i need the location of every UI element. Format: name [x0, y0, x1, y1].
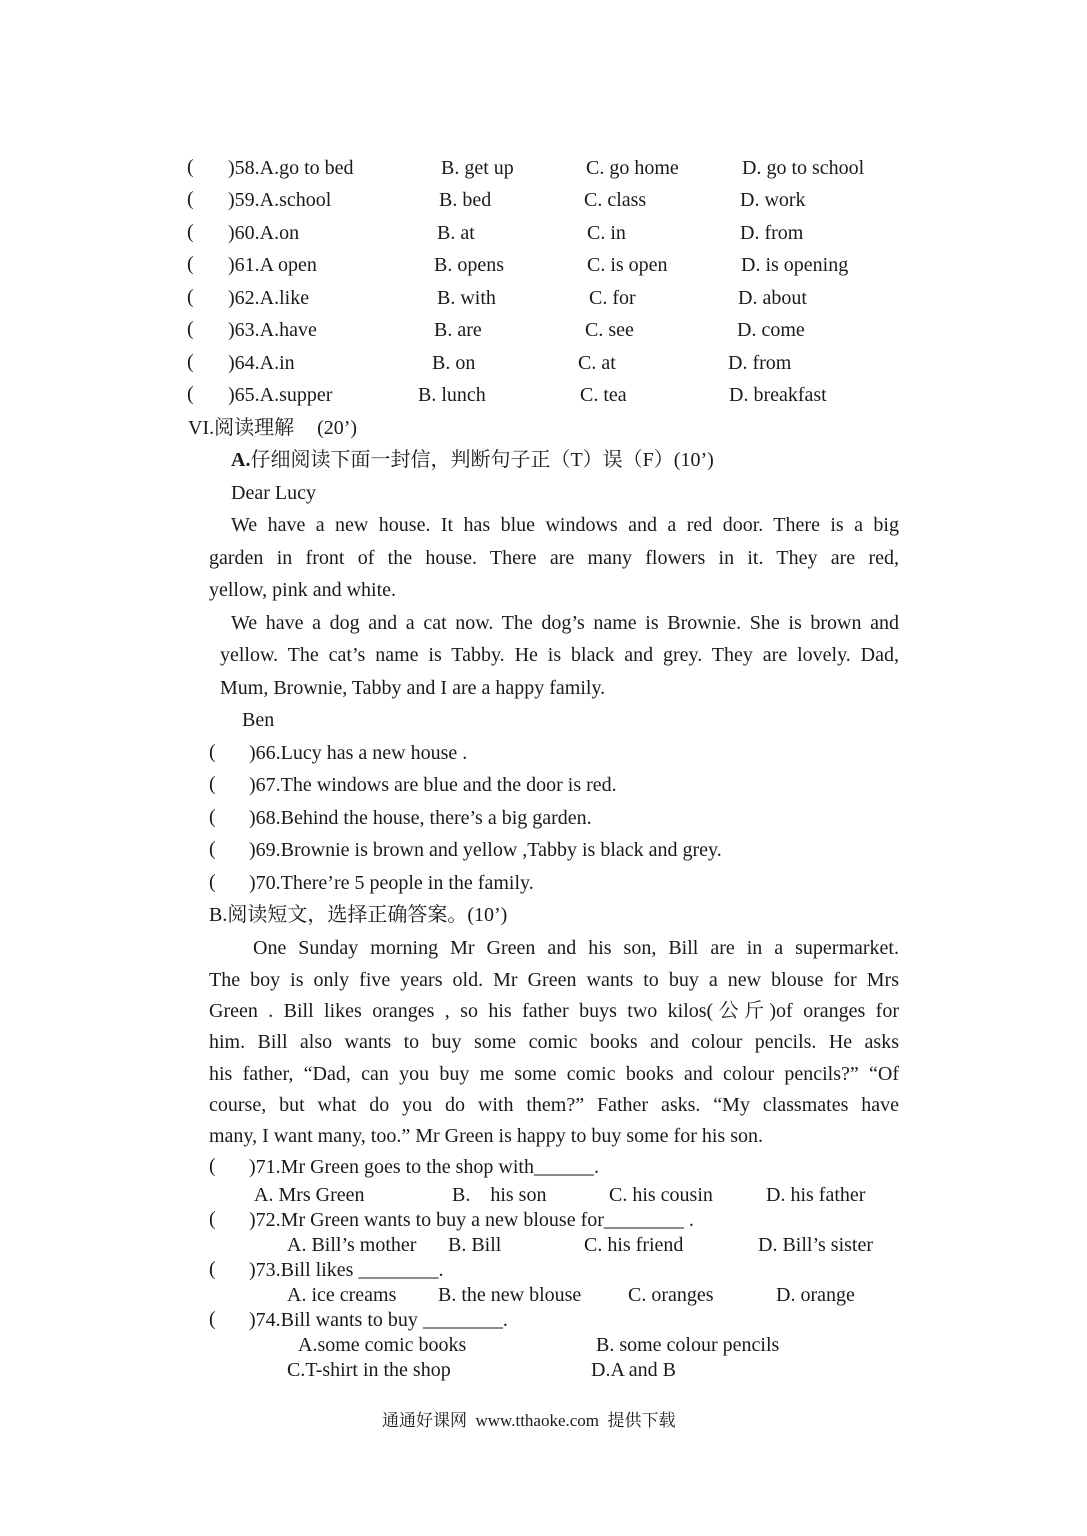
answer-paren: ( [209, 1208, 216, 1230]
part-a-instruction [231, 448, 714, 472]
option-c: C. his cousin [609, 1184, 713, 1206]
option-c: C. for [589, 287, 636, 309]
question-option-a: )63.A.have [228, 319, 317, 341]
question-option-a: )61.A open [228, 254, 317, 276]
letter-paragraph-line: We have a new house. It has blue windows and a red door. There is a big [231, 514, 899, 536]
question-stem: )71.Mr Green goes to the shop with______. [249, 1156, 599, 1178]
option-d: D. come [737, 319, 805, 341]
option-d: D.A and B [591, 1359, 676, 1381]
letter-salutation: Dear Lucy [231, 482, 316, 504]
passage-line: The boy is only five years old. Mr Green wants to buy a new blouse for Mrs [209, 969, 899, 991]
section-points: (20’) [317, 417, 358, 439]
answer-paren: ( [187, 253, 194, 275]
option-b: B. the new blouse [438, 1284, 582, 1306]
answer-paren: ( [209, 838, 216, 860]
option-c: C. at [578, 352, 616, 374]
option-d: D. from [728, 352, 792, 374]
tf-question-text: )66.Lucy has a new house . [249, 742, 468, 764]
option-c: C. in [587, 222, 626, 244]
option-c: C. class [584, 189, 647, 211]
passage-line: his father, “Dad, can you buy me some comic books and colour pencils?” “Of [209, 1063, 899, 1085]
option-c: C. see [585, 319, 634, 341]
option-d: D. about [738, 287, 807, 309]
answer-paren: ( [209, 1155, 216, 1177]
option-d: D. orange [776, 1284, 855, 1306]
option-c: C. oranges [628, 1284, 714, 1306]
tf-question-text: )67.The windows are blue and the door is red. [249, 774, 617, 796]
tf-question-text: )70.There’re 5 people in the family. [249, 872, 534, 894]
answer-paren: ( [209, 773, 216, 795]
option-c: C. go home [586, 157, 679, 179]
answer-paren: ( [187, 286, 194, 308]
section-heading [188, 416, 357, 440]
option-a: A.some comic books [298, 1334, 467, 1356]
question-stem: )73.Bill likes ________. [249, 1259, 444, 1281]
answer-paren: ( [209, 806, 216, 828]
answer-paren: ( [187, 383, 194, 405]
answer-paren: ( [187, 318, 194, 340]
tf-question-text: )68.Behind the house, there’s a big garden. [249, 807, 592, 829]
passage-line: course, but what do you do with them?” Father asks. “My classmates have [209, 1094, 899, 1116]
option-d: D. breakfast [729, 384, 827, 406]
letter-paragraph-line: Mum, Brownie, Tabby and I are a happy family. [220, 677, 606, 699]
option-d: D. go to school [742, 157, 865, 179]
answer-paren: ( [209, 1308, 216, 1330]
passage-line: him. Bill also wants to buy some comic books and colour pencils. He asks [209, 1031, 899, 1053]
option-d: D. work [740, 189, 806, 211]
option-a: A. Mrs Green [254, 1184, 365, 1206]
answer-paren: ( [209, 871, 216, 893]
option-d: D. is opening [741, 254, 849, 276]
question-option-a: )59.A.school [228, 189, 332, 211]
question-option-a: )64.A.in [228, 352, 295, 374]
option-c: C. is open [587, 254, 668, 276]
answer-paren: ( [187, 221, 194, 243]
answer-paren: ( [187, 351, 194, 373]
option-b: B. get up [441, 157, 514, 179]
passage-line: Green . Bill likes oranges , so his father buys two kilos(公斤)of oranges for [209, 1000, 899, 1022]
answer-paren: ( [209, 1258, 216, 1280]
option-b: B. Bill [448, 1234, 502, 1256]
option-a: A. ice creams [287, 1284, 397, 1306]
option-d: D. his father [766, 1184, 866, 1206]
option-b: B. lunch [418, 384, 486, 406]
option-b: B. at [437, 222, 475, 244]
option-c: C. his friend [584, 1234, 684, 1256]
option-b: B. with [437, 287, 496, 309]
option-c: C. tea [580, 384, 627, 406]
question-option-a: )62.A.like [228, 287, 310, 309]
option-a: A. Bill’s mother [287, 1234, 417, 1256]
letter-paragraph-line: yellow, pink and white. [209, 579, 397, 601]
section-title: VI.阅读理解 [188, 417, 295, 439]
letter-paragraph-line: yellow. The cat’s name is Tabby. He is black and grey. They are lovely. Dad, [220, 644, 899, 666]
letter-signature: Ben [242, 709, 275, 731]
part-b-instruction: B.阅读短文，选择正确答案。(10’) [209, 904, 508, 926]
question-option-a: )65.A.supper [228, 384, 333, 406]
answer-paren: ( [187, 188, 194, 210]
option-b: B. his son [452, 1184, 547, 1206]
part-a-label: A. [231, 449, 251, 471]
option-b: B. are [434, 319, 482, 341]
question-option-a: )58.A.go to bed [228, 157, 354, 179]
option-c: C.T-shirt in the shop [287, 1359, 451, 1381]
question-option-a: )60.A.on [228, 222, 300, 244]
passage-line: many, I want many, too.” Mr Green is happy to buy some for his son. [209, 1125, 763, 1147]
answer-paren: ( [187, 156, 194, 178]
option-b: B. opens [434, 254, 504, 276]
question-stem: )74.Bill wants to buy ________. [249, 1309, 508, 1331]
option-b: B. on [432, 352, 476, 374]
option-b: B. bed [439, 189, 492, 211]
answer-paren: ( [209, 741, 216, 763]
tf-question-text: )69.Brownie is brown and yellow ,Tabby is black and grey. [249, 839, 722, 861]
page-footer: 通通好课网 www.tthaoke.com 提供下载 [382, 1411, 676, 1430]
option-d: D. Bill’s sister [758, 1234, 874, 1256]
option-d: D. from [740, 222, 804, 244]
letter-paragraph-line: garden in front of the house. There are many flowers in it. They are red, [209, 547, 899, 569]
letter-paragraph-line: We have a dog and a cat now. The dog’s name is Brownie. She is brown and [231, 612, 899, 634]
part-a-instruction-text: 仔细阅读下面一封信，判断句子正（T）误（F）(10’) [250, 449, 714, 471]
passage-line: One Sunday morning Mr Green and his son, Bill are in a supermarket. [253, 937, 899, 959]
question-stem: )72.Mr Green wants to buy a new blouse for________ . [249, 1209, 694, 1231]
option-b: B. some colour pencils [596, 1334, 780, 1356]
